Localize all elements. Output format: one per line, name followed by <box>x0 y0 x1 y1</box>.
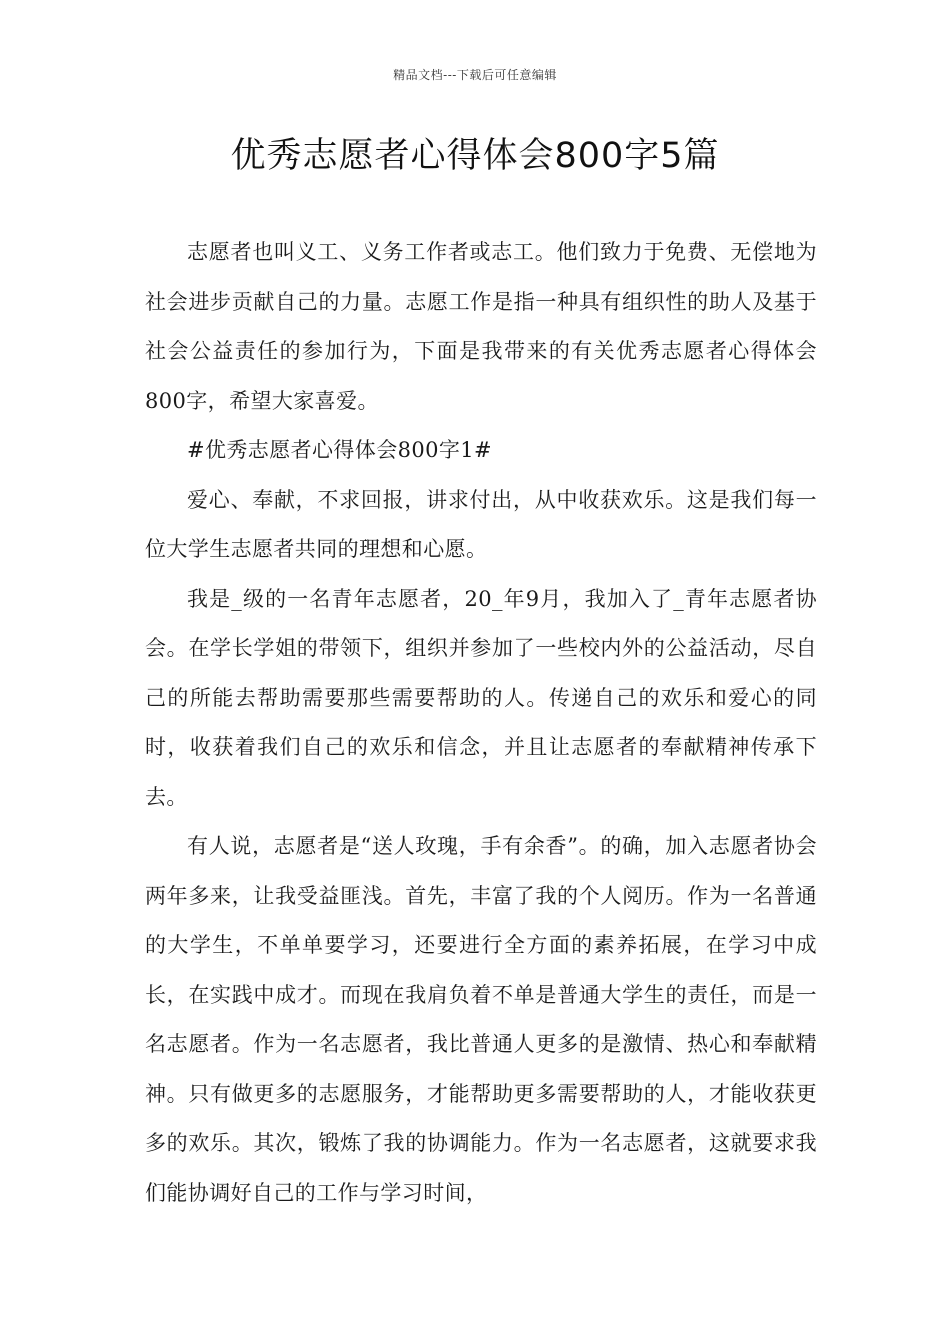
paragraph-intro: 志愿者也叫义工、义务工作者或志工。他们致力于免费、无偿地为社会进步贡献自己的力量。志愿工作是指一种具有组织性的助人及基于社会公益责任的参加行为，下面是我带来的有关优秀志愿者心得体会800字，希望大家喜爱。 <box>145 240 817 413</box>
paragraph: 有人说，志愿者是“送人玫瑰，手有余香”。的确，加入志愿者协会两年多来，让我受益匪浅。首先，丰富了我的个人阅历。作为一名普通的大学生，不单单要学习，还要进行全方面的素养拓展，在学习中成长，在实践中成才。而现在我肩负着不单是普通大学生的责任，而是一名志愿者。作为一名志愿者，我比普通人更多的是激情、热心和奉献精神。只有做更多的志愿服务，才能帮助更多需要帮助的人，才能收获更多的欢乐。其次，锻炼了我的协调能力。作为一名志愿者，这就要求我们能协调好自己的工作与学习时间， <box>145 834 817 1205</box>
section-heading: #优秀志愿者心得体会800字1# <box>187 438 493 462</box>
paragraph: 我是_级的一名青年志愿者，20_年9月，我加入了_青年志愿者协会。在学长学姐的带领下，组织并参加了一些校内外的公益活动，尽自己的所能去帮助需要那些需要帮助的人。传递自己的欢乐和爱心的同时，收获着我们自己的欢乐和信念，并且让志愿者的奉献精神传承下去。 <box>145 586 817 809</box>
document-body <box>145 228 817 1218</box>
header-note: 精品文档---下载后可任意编辑 <box>393 68 557 82</box>
document-title: 优秀志愿者心得体会800字5篇 <box>230 136 720 176</box>
paragraph: 爱心、奉献，不求回报，讲求付出，从中收获欢乐。这是我们每一位大学生志愿者共同的理想和心愿。 <box>145 487 817 561</box>
